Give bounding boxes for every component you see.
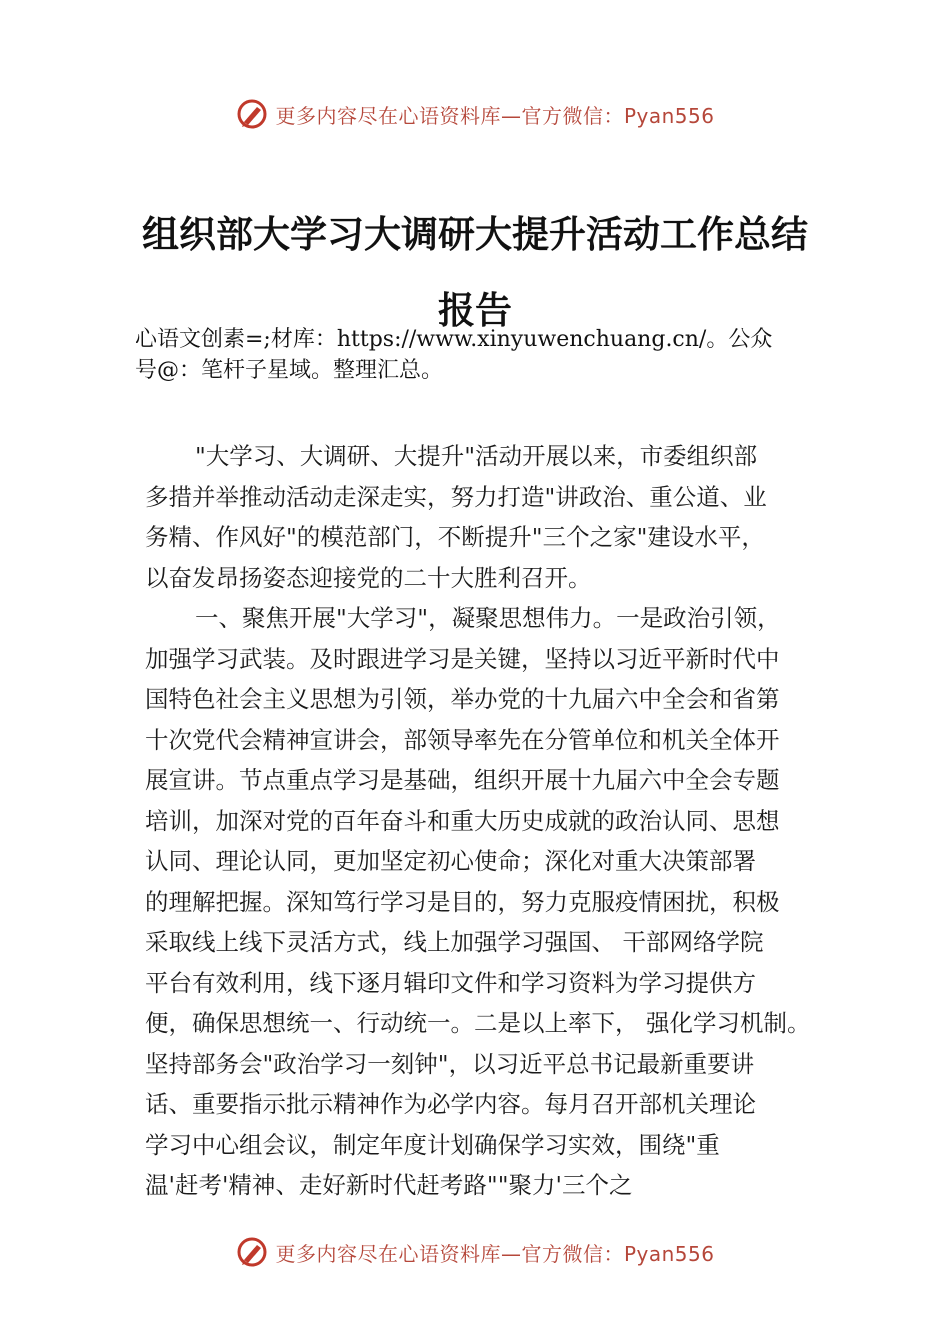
paragraph-line: 温'赶考'精神、走好新时代赶考路""聚力'三个之 [145, 1171, 633, 1199]
paragraph-line: 多措并举推动活动走深走实，努力打造"讲政治、重公道、业 [145, 482, 767, 511]
document-title-continued: 报告 [438, 289, 512, 332]
paragraph-line: 国特色社会主义思想为引领，举办党的十九届六中全会和省第 [145, 685, 780, 713]
banner-text: 更多内容尽在心语资料库—官方微信：Pyan556 [275, 1241, 715, 1266]
pen-logo-icon [235, 97, 269, 131]
paragraph-line: 便，确保思想统一、行动统一。二是以上率下， 强化学习机制。 [145, 1009, 811, 1037]
source-note-line: 号@：笔杆子星域。整理汇总。 [135, 358, 444, 383]
pen-logo-icon [235, 1235, 269, 1269]
paragraph-line: "大学习、大调研、大提升"活动开展以来，市委组织部 [195, 442, 758, 470]
paragraph-line: 加强学习武装。及时跟进学习是关键，坚持以习近平新时代中 [145, 644, 780, 673]
paragraph-line: 平台有效利用，线下逐月辑印文件和学习资料为学习提供方 [145, 968, 756, 997]
paragraph-line: 认同、理论认同，更加坚定初心使命；深化对重大决策部署 [145, 847, 756, 875]
paragraph-line: 展宣讲。节点重点学习是基础，组织开展十九届六中全会专题 [145, 766, 780, 794]
paragraph-line: 采取线上线下灵活方式，线上加强学习强国、 干部网络学院 [145, 928, 764, 956]
paragraph-line: 以奋发昂扬姿态迎接党的二十大胜利召开。 [145, 563, 592, 592]
banner-text: 更多内容尽在心语资料库—官方微信：Pyan556 [275, 103, 715, 128]
body-text [145, 436, 835, 1206]
watermark-banner-bottom [0, 1232, 950, 1272]
document-title: 组织部大学习大调研大提升活动工作总结 [142, 213, 808, 256]
source-note [135, 324, 835, 386]
watermark-banner-top [0, 94, 950, 134]
paragraph-line: 一、聚焦开展"大学习"，凝聚思想伟力。一是政治引领， [195, 604, 781, 632]
source-note-line: 心语文创素=;材库：https://www.xinyuwenchuang.cn/。公众 [135, 327, 773, 352]
paragraph-line: 培训，加深对党的百年奋斗和重大历史成就的政治认同、思想 [145, 806, 780, 835]
paragraph-line: 学习中心组会议，制定年度计划确保学习实效，围绕"重 [145, 1130, 720, 1159]
paragraph-line: 务精、作风好"的模范部门，不断提升"三个之家"建设水平， [145, 523, 765, 551]
paragraph-line: 的理解把握。深知笃行学习是目的，努力克服疫情困扰，积极 [145, 887, 780, 916]
paragraph-line: 坚持部务会"政治学习一刻钟"，以习近平总书记最新重要讲 [145, 1049, 755, 1078]
paragraph-line: 十次党代会精神宣讲会，部领导率先在分管单位和机关全体开 [145, 725, 780, 754]
paragraph-line: 话、重要指示批示精神作为必学内容。每月召开部机关理论 [145, 1090, 756, 1118]
